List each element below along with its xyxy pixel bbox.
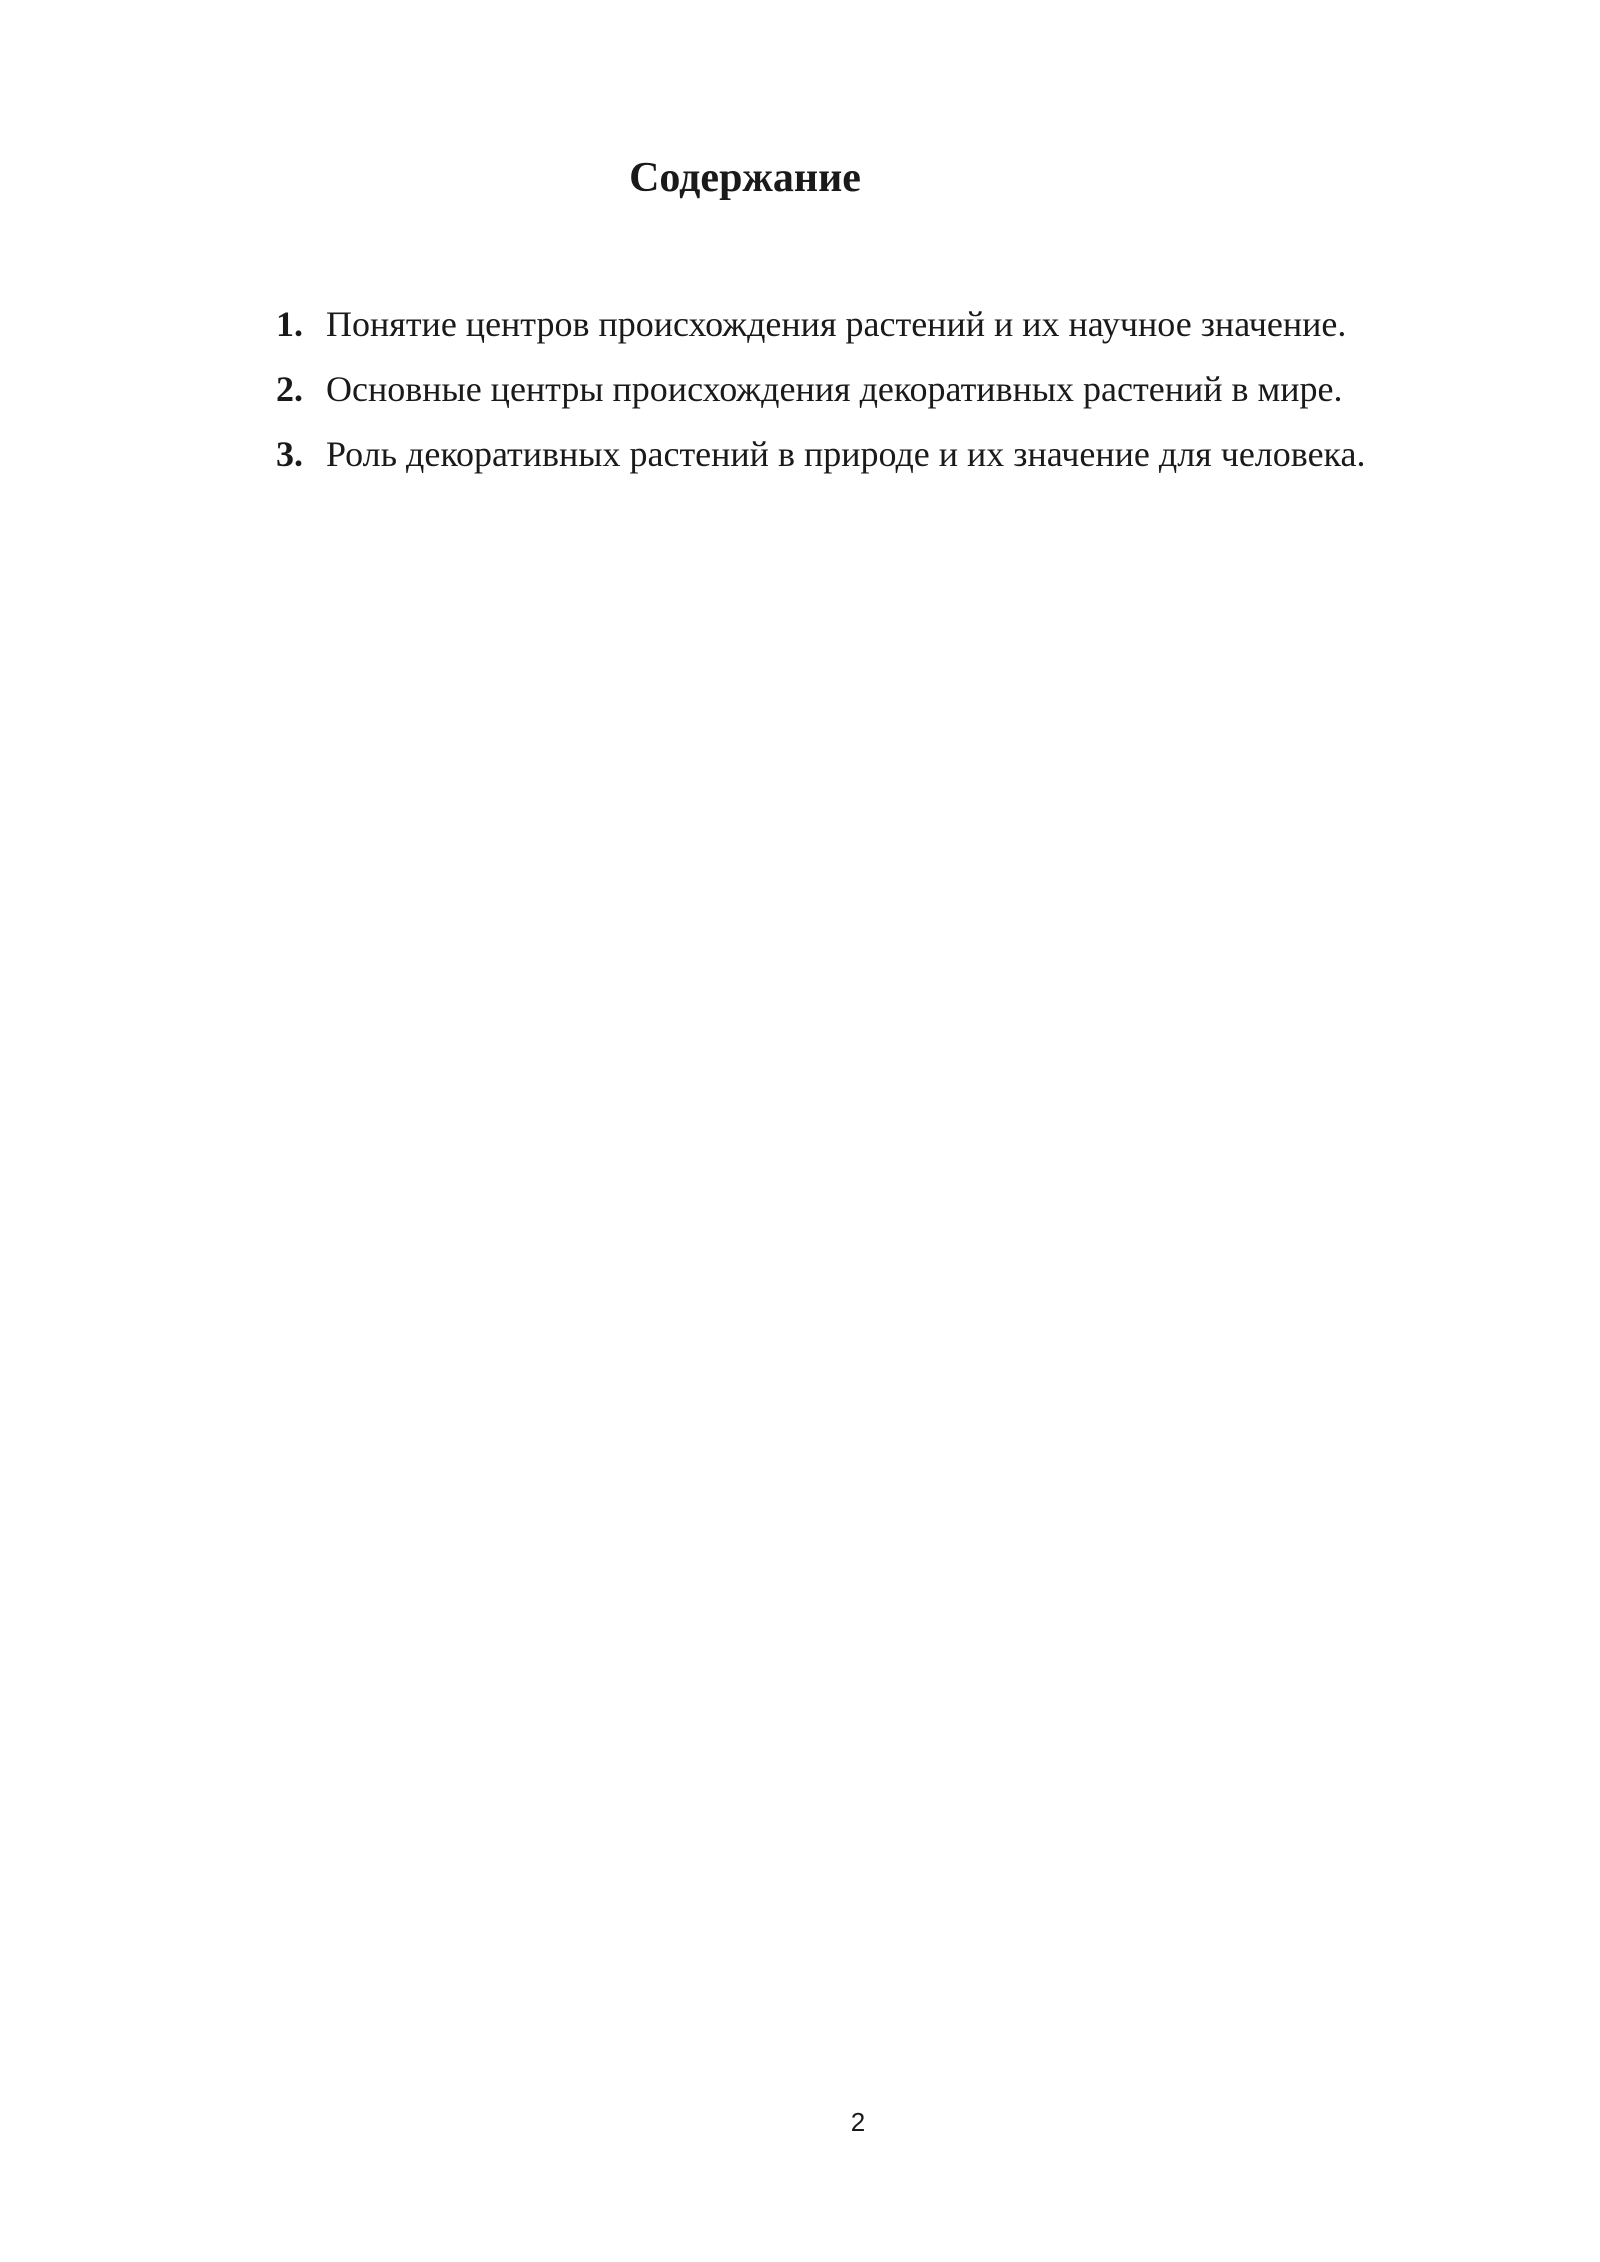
toc-item-number: 1.: [276, 304, 303, 344]
toc-item-text: Роль декоративных растений в природе и их значение для человека.: [326, 434, 1366, 474]
table-of-contents: [276, 296, 1476, 491]
toc-item-text: Понятие центров происхождения растений и их научное значение.: [326, 304, 1347, 344]
toc-item-number: 2.: [276, 369, 303, 409]
toc-item-text: Основные центры происхождения декоративных растений в мире.: [326, 369, 1343, 409]
page-number: 2: [850, 2107, 866, 2137]
toc-item-number: 3.: [276, 434, 303, 474]
toc-item: [276, 296, 1476, 361]
toc-item: [276, 426, 1476, 491]
page-title: Содержание: [629, 155, 861, 201]
toc-item: [276, 361, 1476, 426]
